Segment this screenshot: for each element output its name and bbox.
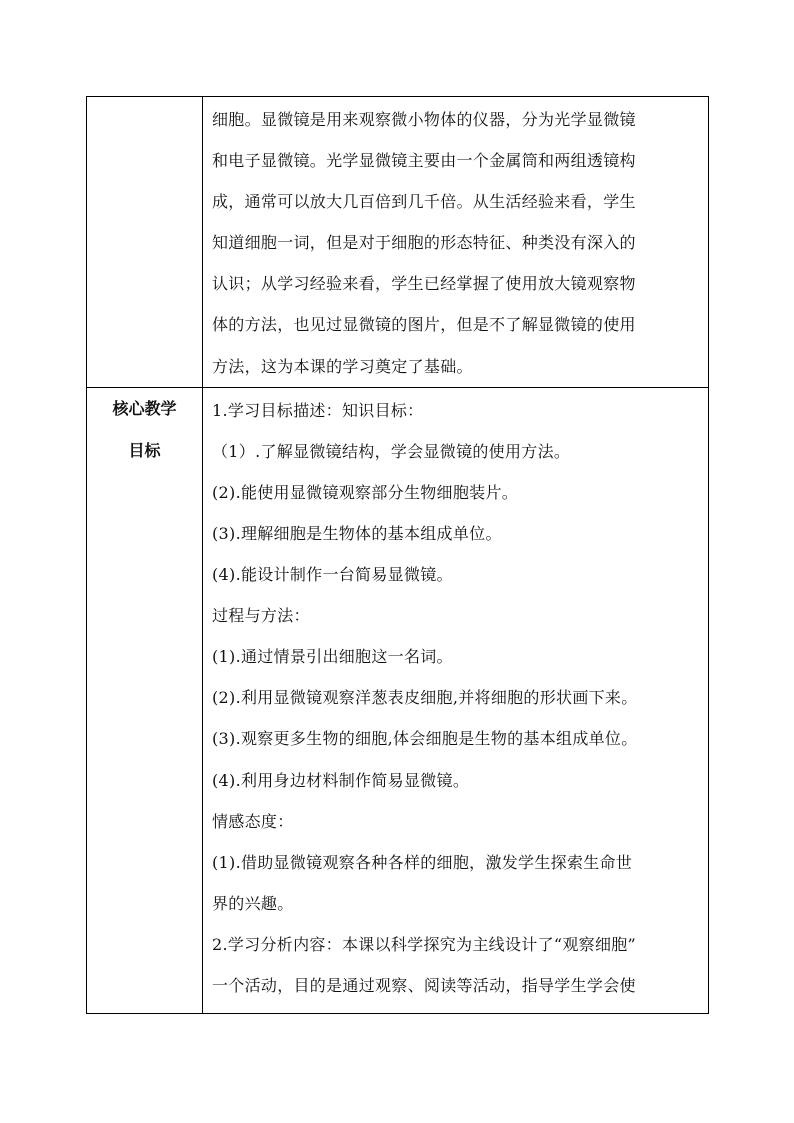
text-line: 情感态度： <box>212 811 294 831</box>
text-line: 过程与方法： <box>212 606 310 626</box>
text-line: 和电子显微镜。光学显微镜主要由一个金属筒和两组透镜构 <box>212 151 636 171</box>
text-line: (1).借助显微镜观察各种各样的细胞，激发学生探索生命世 <box>212 852 633 872</box>
row-label-cell <box>87 387 203 1013</box>
table-row <box>87 387 709 1013</box>
text-line: 一个活动，目的是通过观察、阅读等活动，指导学生学会使 <box>212 975 636 995</box>
text-line: 1.学习目标描述：知识目标： <box>212 400 424 420</box>
row-content-cell <box>203 97 709 388</box>
learning-situation-text <box>203 97 708 387</box>
text-line: （1）.了解显微镜结构，学会显微镜的使用方法。 <box>212 441 571 461</box>
text-line: (3).观察更多生物的细胞,体会细胞是生物的基本组成单位。 <box>212 729 638 749</box>
text-line: (4).能设计制作一台简易显微镜。 <box>212 565 453 585</box>
text-line: (4).利用身边材料制作简易显微镜。 <box>212 770 470 790</box>
text-line: 成，通常可以放大几百倍到几千倍。从生活经验来看，学生 <box>212 192 636 212</box>
text-line: (2).利用显微镜观察洋葱表皮细胞,并将细胞的形状画下来。 <box>212 688 638 708</box>
row-label-cell <box>87 97 203 388</box>
text-line: (2).能使用显微镜观察部分生物细胞装片。 <box>212 482 519 502</box>
table-row <box>87 97 709 388</box>
core-objectives-text <box>203 388 708 1006</box>
text-line: 体的方法，也见过显微镜的图片，但是不了解显微镜的使用 <box>212 315 636 335</box>
text-line: (3).理解细胞是生物体的基本组成单位。 <box>212 523 502 543</box>
row-content-cell <box>203 387 709 1013</box>
text-line: 方法，这为本课的学习奠定了基础。 <box>212 356 473 376</box>
text-line: 认识；从学习经验来看，学生已经掌握了使用放大镜观察物 <box>212 274 636 294</box>
text-line: (1).通过情景引出细胞这一名词。 <box>212 647 453 667</box>
text-line: 界的兴趣。 <box>212 893 294 913</box>
core-objectives-label-line2: 目标 <box>128 440 161 460</box>
text-line: 细胞。显微镜是用来观察微小物体的仪器，分为光学显微镜 <box>212 110 636 129</box>
text-line: 2.学习分析内容：本课以科学探究为主线设计了“观察细胞” <box>212 934 637 954</box>
core-objectives-label-line1: 核心教学 <box>112 398 177 418</box>
lesson-plan-table <box>86 96 709 1014</box>
text-line: 知道细胞一词，但是对于细胞的形态特征、种类没有深入的 <box>212 233 636 253</box>
